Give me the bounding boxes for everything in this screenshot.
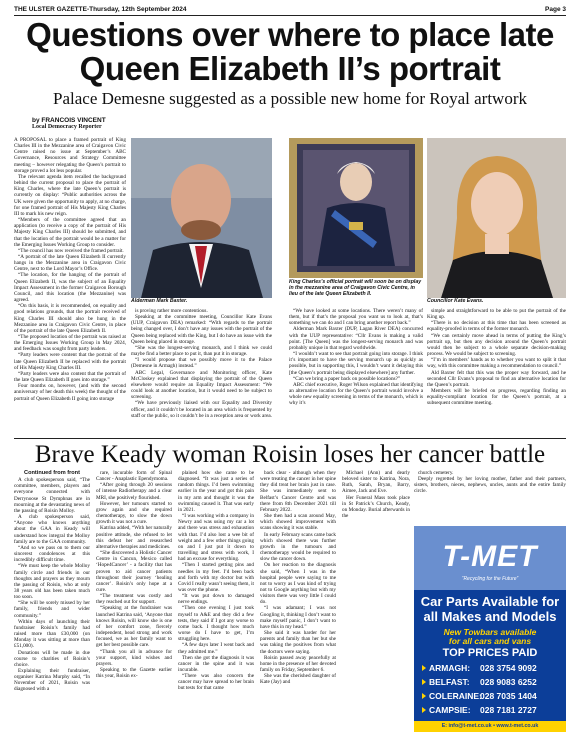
story2-column-1-body — [14, 477, 90, 692]
story2-column-5 — [342, 470, 410, 524]
advert-line-2b: for all cars and vans — [448, 636, 532, 646]
advert-headline — [414, 594, 566, 624]
paragraph: Donations will be made in due course to charities of Roisin’s choice. — [14, 649, 90, 668]
paragraph: “And so we pass on to them our sincerest condolences at this incredibly difficult time. — [14, 544, 90, 564]
paragraph: ABC Legal, Governance and Monitoring officer, Kate McCloskey explained that displaying the portrait of the Queen elsewhere would require an Equality Impact Assessment: “We could look at another location, but it would need to be subject to screening. — [131, 369, 272, 401]
paragraph: Four months on, however, (and with the second anniversary of her death this week) the thought of the portrait of Queen Elizabeth II going into storage — [14, 383, 126, 402]
photo-kate-evans-image — [427, 138, 566, 298]
paragraph: “There was also concern the cancer may have spread to her brain but tests for that came — [178, 673, 254, 692]
paragraph: “She will be sorely missed by her family, friends and wider community.” — [14, 600, 90, 619]
phone-town: COLERAINE: — [429, 691, 482, 701]
photo-mark-baxter-image — [131, 138, 272, 298]
paragraph: In early February scans came back which showed there was further growth in the tumours and chemotherapy would be required to slow the cancer down. — [260, 531, 336, 563]
paragraph: back clear - although when they were treating the cancer in her spine they did treat her brain just in case. She was immediately sent to Belfast’s Cancer Centre and was there from 8th December 2021 till February 2022. — [260, 470, 336, 513]
story1-headline: Questions over where to place late Queen Elizabeth II’s portrait — [26, 16, 554, 87]
paragraph: “She was the longest-serving monarch, and I think we could maybe find a better place to put it, than put it in storage. — [131, 344, 272, 358]
arrow-icon — [422, 665, 426, 671]
paragraph: rare, incurable form of Spinal Cancer - Anaplastic Ependymoma. — [96, 470, 172, 483]
caption-queen: King Charles’s official portrait will soon be on display in the mezzanine area of Craigavon Civic Centre, in lieu of the late Queen Elizabeth II. — [289, 279, 422, 297]
arrow-icon — [422, 707, 426, 713]
story1-column-5 — [427, 308, 566, 436]
paragraph: She was the cherished daughter of Kate (Jay) and — [260, 673, 336, 686]
tmet-logo: T-MET — [442, 540, 538, 573]
paragraph: “The council has now received the framed portrait. — [18, 247, 124, 254]
phone-number[interactable]: 028 7181 2727 — [480, 705, 537, 715]
paragraph: Katrina added, “With her naturally positive attitude, she refused to let this defeat her and researched alternative therapies and medicines. — [96, 525, 172, 550]
phone-town: ARMAGH: — [429, 663, 471, 673]
paragraph: Within days of launching their fundraiser Roisin’s family had raised more than £30,000 (on Monday it was sitting at more than £51,000). — [14, 618, 90, 650]
paragraph: “On this basis, it is recommended, on equality and good relations grounds, that the portrait received of King Charles III should also be hung in the Mezzanine area in Craigavon Civic Centre, in place of the portrait of the late Queen Elizabeth II. — [14, 303, 126, 334]
paragraph: “The proposed location of the portrait was raised at the Emerging Issues Working Group in May 2024, and feedback was sought from party leaders. — [14, 334, 126, 353]
story2-column-2 — [96, 470, 172, 732]
paragraph: “Party leaders were also content that the portrait of the late Queen Elizabeth II goes into storage.” — [14, 370, 126, 384]
paragraph: A club spokesperson said, “The committee, members, players and everyone connected with Derrynoose St Dymphnas are in mourning at the devastating news of the passing of Roisin Molloy. — [14, 477, 90, 514]
byline — [32, 117, 172, 130]
story-divider — [14, 438, 566, 439]
masthead — [14, 4, 566, 16]
paragraph: “It was put down to damaged nerve endings. — [178, 593, 254, 606]
paragraph: The relevant agenda item recalled the background behind the current proposal to place the portrait of King Charles, where the late Queen’s portrait is currently on display: “Public authorities across the UK were given the opportunity to apply, at no charge, for one framed portrait of His Majesty King Charles III to mark his new reign. — [14, 173, 126, 217]
phone-row — [422, 689, 558, 703]
paragraph: A PROPOSAL to place a framed portrait of King Charles III in the Mezzanine area of Craigavon Civic Centre raised no issue at September’s ABC Governance, Resources and Strategy Committee meeting – however relegating the Queen’s portrait to storage proved a lot less popular. — [14, 137, 126, 174]
photo-queen-portrait — [289, 138, 423, 278]
paragraph: ABC chief executive, Roger Wilson explained that identifying an alternative location for the Queen’s portrait would involve a whole new equality screening in terms of the monarch, which is why it’s — [289, 381, 423, 407]
story2-column-6 — [414, 470, 566, 524]
photo-queen-portrait-image — [289, 138, 423, 278]
caption-evans: Councillor Kate Evans. — [427, 298, 484, 304]
paragraph: On her reaction to the diagnosis she said, “When I was in the hospital people were saying to me not to worry as I was kind of trying not to Google anything but with my visitors there was very little I could do. — [260, 562, 336, 606]
paragraph: “Then one evening I just took myself to A&E and they did a few tests, they said if I got any worse to come back. I thought how much worse do I have to get, I’m struggling here. — [178, 605, 254, 643]
paragraph: Explaining their fundraiser, organiser Katrina Murphy said, “In November of 2021, Roisin was diagnosed with a — [14, 668, 90, 693]
paragraph: She said it was harder for her parents and family than her but she was taking the positives from what the doctors were saying. — [260, 630, 336, 655]
paragraph: However, her tumours started to grow again and she required chemotherapy, to slow the down growth it was not a cure. — [96, 500, 172, 526]
byline-role: Local Democracy Reporter — [32, 124, 102, 130]
paragraph: Speaking at the committee meeting, Councillor Kate Evans (UUP, Craigavon DEA) remarked: “With regards to the portrait being changed over, I don’t have any issues with the portrait of the Queen being replaced with the King, but I do have an issue with the Queen being placed in storage. — [131, 314, 272, 345]
paragraph: Her Funeral Mass took place in St Patrick’s Church, Keady, on Monday. Burial afterwards in the — [342, 494, 410, 520]
advert-phone-list — [422, 661, 558, 717]
phone-number[interactable]: 028 9083 6252 — [480, 677, 537, 687]
advert-towbars — [414, 628, 566, 646]
advert-line-1b: all Makes and Models — [423, 609, 557, 624]
paragraph: Deeply regretted by her loving mother, father and their partners, sisters, brothers, nieces, nephews, uncles, aunts and the entire family circle. — [414, 476, 566, 495]
paragraph: Ald Baxter felt that this was the proper way forward, and he seconded Cllr Evans’s proposal to find an alternative location for the Queen’s portrait. — [427, 369, 566, 388]
paragraph: is proving rather more contentious. — [135, 308, 208, 314]
arrow-icon — [422, 679, 426, 685]
story2-column-3 — [178, 470, 254, 732]
paragraph: “We have previously liaised with our Equality and Diversity officer, and it couldn’t be located in an area which is frequented by staff or the public, so it couldn’t be in a reception area or work area. — [131, 400, 272, 419]
paragraph: “I was adamant; I was not Googling it, thinking I don’t want to make myself panic, I don’t want to have this in my head.” — [260, 605, 336, 630]
paragraph: “There is no decision at this time that has been screened as equality-proofed in terms of the former monarch. — [427, 320, 566, 333]
story2-column-4 — [260, 470, 336, 732]
paragraph: Michael (Ann) and dearly beloved sister to Katrina, Nora, Ruth, Sarah, Bryan, Barry, Aimee, Jack and Eve. — [342, 470, 410, 495]
paragraph: “She discovered a Holistic Cancer Centre in Cancun, Mexico called ‘Hope4Cancer’ - a facility that has proven to aid cancer patients throughout their journey ‘healing cancer’. Roisin’s only hope at a cure. — [96, 550, 172, 593]
paragraph: “After going through 20 sessions of intense Radiotherapy and a clear MRI, she positively flourished. — [96, 482, 172, 501]
paragraph: “We have looked at some locations. There weren’t many of them, but if that’s the proposal you want us to look at, that’s something we can do and I can bring another report back.” — [289, 308, 423, 327]
paragraph: “We must keep the whole Molloy family circle and friends in our thoughts and prayers as they mourn the passing of Roisin, who at only 38 years old has been taken much too soon. — [14, 563, 90, 601]
advert-line-1a: Car Parts Available for — [420, 594, 560, 609]
phone-town: BELFAST: — [429, 677, 470, 687]
byline-name: by FRANCOIS VINCENT — [32, 117, 106, 124]
advert-line-2a: New Towbars available — [443, 627, 537, 637]
paragraph: “Can we bring a paper back on possible locations?” — [293, 375, 401, 382]
story1-column-4 — [289, 308, 423, 436]
phone-town: CAMPSIE: — [429, 705, 471, 715]
phone-row — [422, 661, 558, 675]
paragraph: Alderman Mark Baxter (DUP, Lagan River DEA) concurred with the UUP representative: “Cllr Evans is making a valid point. [The Queen] was the longest-serving monarch and was probably unique in that regard worldwide. — [289, 326, 423, 351]
paragraph: “Party leaders were content that the portrait of the late Queen Elizabeth II be replaced with the portrait of His Majesty King Charles III. — [14, 352, 126, 371]
paragraph: “Thank you all in advance for your support, kind wishes and prayers. — [96, 648, 172, 667]
paragraph: Speaking to the Gazette earlier this year, Roisin ex- — [96, 667, 172, 680]
arrow-icon — [422, 693, 426, 699]
phone-number[interactable]: 028 7035 1404 — [480, 691, 537, 701]
paragraph: “The treatment was costly and they reached out for support. — [96, 593, 172, 606]
story2-column-1 — [14, 470, 90, 732]
paragraph: church cemetery. — [418, 470, 454, 476]
phone-number[interactable]: 028 3754 9092 — [480, 663, 537, 673]
paragraph: “Members of the committee agreed that an application (to receive a copy of the portrait of His Majesty King Charles III) should be submitted, and that the location of the portrait would be a matter for the Emerging Issues Working Group to consider. — [14, 217, 126, 248]
paragraph: “Then I started getting pins and needles in my feet. I’d been back and forth with my doctor but with Covid I really wasn’t seeing them, it was over the phone. — [178, 562, 254, 593]
phone-row — [422, 675, 558, 689]
paragraph: “I would propose that we possibly move it to the Palace (Demesne in Armagh) instead.” — [131, 357, 272, 370]
story2-headline: Brave Keady woman Roisin loses her cancer battle — [34, 441, 546, 468]
paragraph: simple and straightforward to be able to put the portrait of the King up. — [427, 308, 566, 321]
paragraph: Then she got the diagnosis it was cancer in the spine and it was incurable. — [178, 654, 254, 673]
paragraph: “We can certainly move ahead in terms of putting the King’s portrait up, but then any decision around the Queen’s portrait would then be subject to a whole separate decision-making process. We would be subject to screening. — [427, 332, 566, 358]
page-number: Page 3 — [545, 6, 566, 13]
paragraph: A club spokesperson said, “Anyone who knows anything about the GAA in Keady will understand how integral the Molloy family are to the GAA community. — [14, 514, 90, 545]
paragraph: “I’m in members’ hands as to whether you want to split it that way, with this committee making a recommendation to council.” — [427, 357, 566, 370]
continued-label: Continued from front — [24, 470, 80, 476]
advert-contact-footer[interactable]: E: info@t-met.co.uk • www.t-met.co.uk — [414, 721, 566, 732]
paragraph: “Speaking at the fundraiser was launched Katrina said, ‘Anyone that knows Roisin, will know she is one of her comfort zone, fiercely independent, head strong and work focused, we as her family want to get her best possible care. — [96, 605, 172, 649]
masthead-paper: THE ULSTER GAZETTE-Thursday, 12th September 2024 — [14, 6, 187, 13]
paragraph: “The location, for the hanging of the portrait of Queen Elizabeth II, was the subject of an Equality Impact Assessment in the former Craigavon Borough Council, and this location (the Mezzanine) was agreed. — [14, 272, 126, 304]
story1-subhead: Palace Demesne suggested as a possible new home for Royal artwork — [53, 89, 527, 108]
tmet-tagline: “Recycling for the Future” — [461, 576, 519, 582]
photo-mark-baxter — [131, 138, 272, 298]
paragraph: Members will be briefed on progress, regarding finding an equality-compliant location for the Queen’s portrait, at a subsequent committee meeting. — [427, 388, 566, 407]
paragraph: “I was working with a company in Newry and was using my car a lot and there was stress and exhaustion with that. I’d also lost a wee bit of weight and a few other things going on and I just put it down to travelling and stress with work, I had an excuse for everything. — [178, 513, 254, 563]
story1-column-1 — [14, 137, 126, 435]
paragraph: Roisin passed away peacefully at home in the presence of her devoted family on Friday, September 6. — [260, 654, 336, 673]
phone-row — [422, 703, 558, 717]
caption-baxter: Alderman Mark Baxter. — [131, 298, 188, 304]
tmet-advert[interactable] — [414, 526, 566, 732]
paragraph: “A few days later I went back and they admitted me.” — [178, 642, 254, 655]
paragraph: “A portrait of the late Queen Elizabeth II currently hangs in the Mezzanine area in Craigavon Civic Centre, next to the Lord Mayor’s Office. — [14, 253, 126, 273]
story1-column-3 — [131, 308, 272, 436]
paragraph: She then had a scan around May, which showed improvement with scans showing it was stable. — [260, 513, 336, 532]
advert-top-prices: TOP PRICES PAID — [442, 647, 538, 659]
paragraph: “I wouldn’t want to see that portrait going into storage. I think it’s important to have the serving monarch up as quickly as possible, but in supporting this, I wouldn’t want it delaying this [the Queen’s portrait being displayed elsewhere] any further. — [289, 351, 423, 376]
photo-kate-evans — [427, 138, 566, 298]
paragraph: plained how she came to be diagnosed. “It was just a series of random things. I’d been swimming earlier in the year and got this pain in my arm and thought it was the swimming caused it. That was early in 2021. — [178, 470, 254, 513]
